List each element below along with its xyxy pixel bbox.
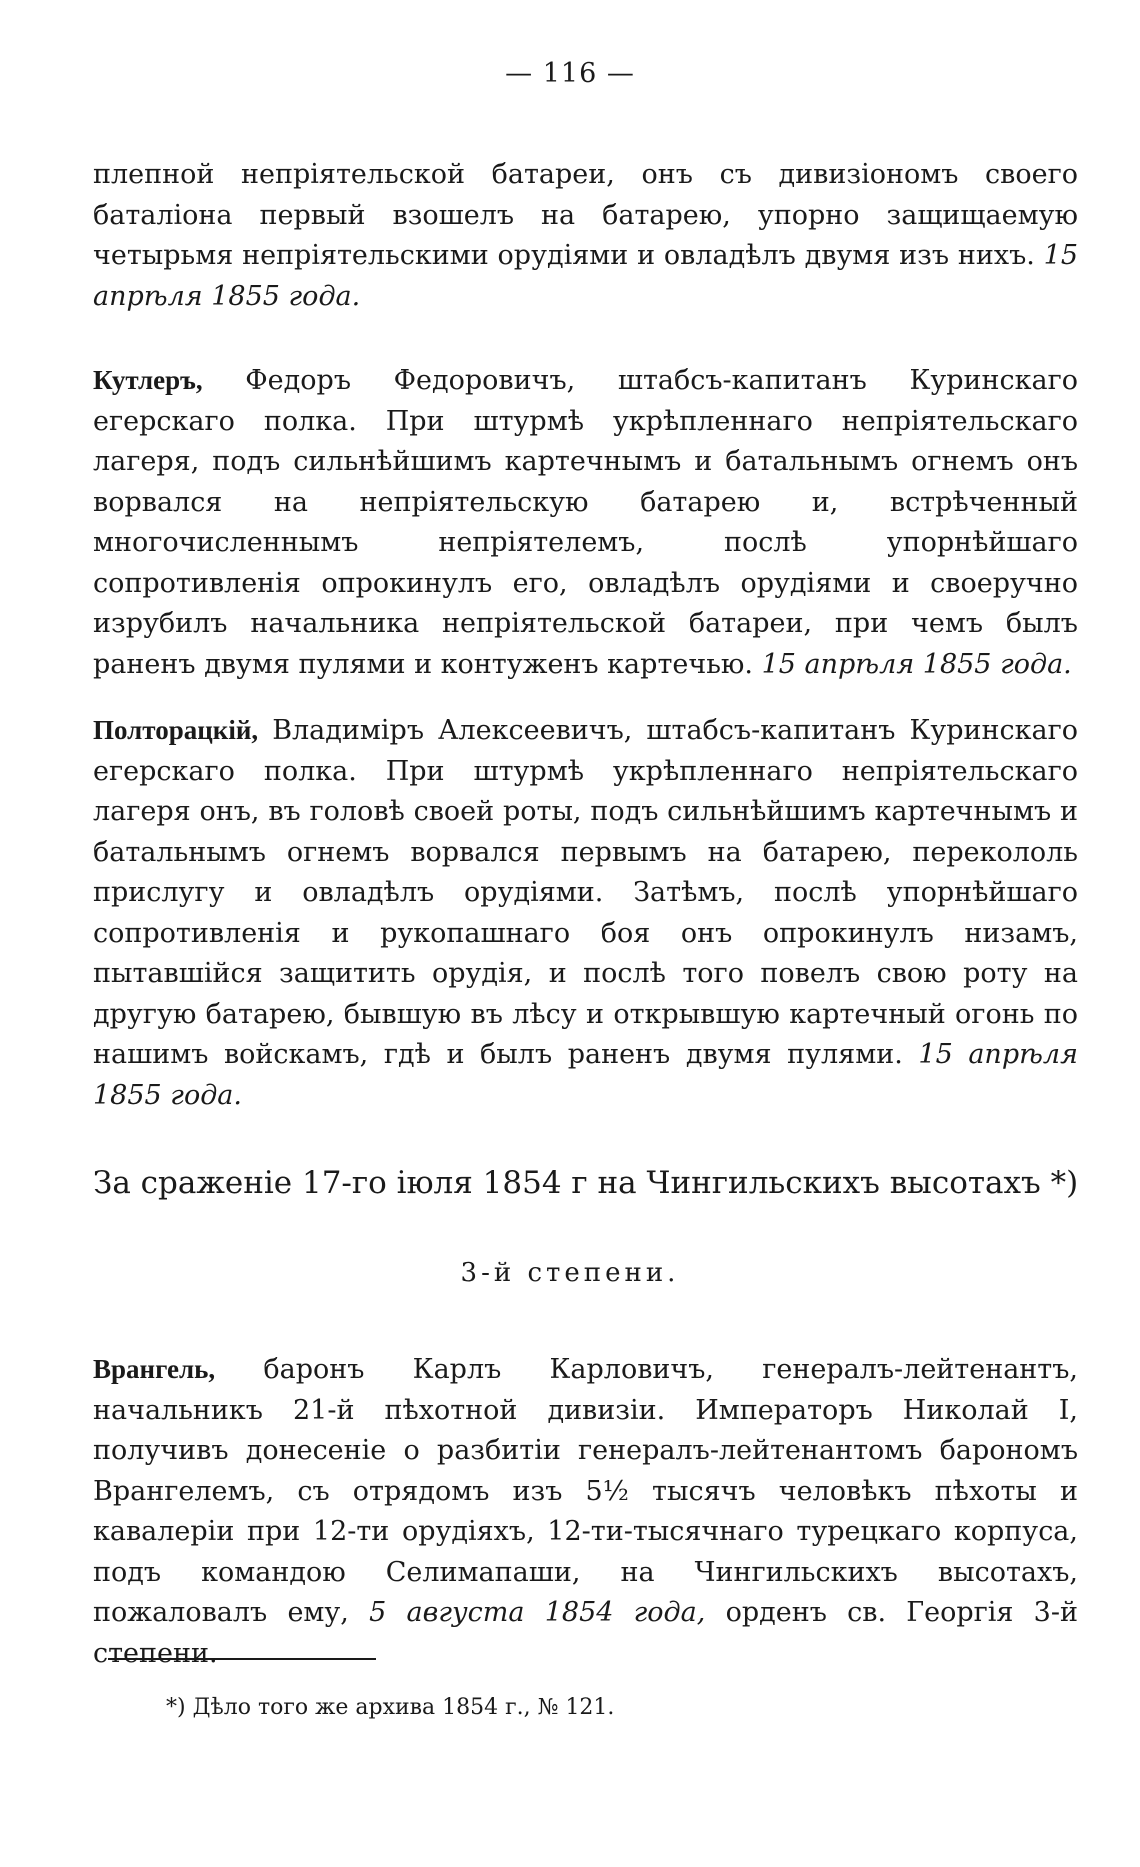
person-name: Врангель,: [93, 1354, 216, 1384]
award-date: 5 августа 1854 года,: [369, 1597, 706, 1628]
award-date: 15 апрѣля 1855 года.: [761, 648, 1072, 680]
paragraph-continuation: [93, 155, 1078, 317]
paragraph-text: плепной непріятельской батареи, онъ съ дивизіономъ своего баталіона первый взошелъ на батарею, упорно защищаемую четырьмя непріятельскими орудіями и овладѣлъ двумя изъ нихъ.: [93, 159, 1078, 271]
paragraph-tail: орденъ св. Георгія 3-й степени.: [93, 1597, 1078, 1669]
footnote: *) Дѣло того же архива 1854 г., № 121.: [166, 1695, 615, 1720]
award-date: 15 апрѣля 1855 года.: [93, 240, 1078, 312]
footnote-divider: [108, 1658, 376, 1660]
person-name: Полторацкій,: [93, 715, 259, 745]
degree-heading: 3-й степени.: [460, 1258, 680, 1288]
paragraph-wrangel: [93, 1349, 1078, 1674]
page-number: — 116 —: [505, 58, 635, 89]
paragraph-text: Владиміръ Алексеевичъ, штабсъ-капитанъ Куринскаго егерскаго полка. При штурмѣ укрѣпленнаго непріятельскаго лагеря онъ, въ головѣ своей роты, подъ сильнѣйшимъ картечнымъ и батальнымъ огнемъ ворвался первымъ на батарею, перекололь прислугу и овладѣлъ орудіями. Затѣмъ, послѣ упорнѣйшаго сопротивленія и рукопашнаго боя онъ опрокинулъ низамъ, пытавшійся защитить орудія, и послѣ того повелъ свою роту на другую батарею, бывшую въ лѣсу и открывшую картечный огонь по нашимъ войскамъ, гдѣ и былъ раненъ двумя пулями.: [93, 715, 1078, 1070]
paragraph-text: баронъ Карлъ Карловичъ, генералъ-лейтенантъ, начальникъ 21-й пѣхотной дивизіи. Императоръ Николай I, получивъ донесеніе о разбитіи генералъ-лейтенантомъ барономъ Врангелемъ, съ отрядомъ изъ 5½ тысячъ человѣкъ пѣхоты и кавалеріи при 12-ти орудіяхъ, 12-ти-тысячнаго турецкаго корпуса, подъ командою Селимапаши, на Чингильскихъ высотахъ, пожаловалъ ему,: [93, 1354, 1078, 1628]
person-name: Кутлеръ,: [93, 365, 203, 395]
section-heading: За сраженіе 17-го іюля 1854 г на Чингильскихъ высотахъ *): [93, 1165, 1079, 1201]
paragraph-poltoratsky: [93, 710, 1078, 1116]
paragraph-kutler: [93, 360, 1078, 685]
paragraph-text: Федоръ Федоровичъ, штабсъ-капитанъ Куринскаго егерскаго полка. При штурмѣ укрѣпленнаго непріятельскаго лагеря, подъ сильнѣйшимъ картечнымъ и батальнымъ огнемъ онъ ворвался на непріятельскую батарею и, встрѣченный многочисленнымъ непріятелемъ, послѣ упорнѣйшаго сопротивленія опрокинулъ его, овладѣлъ орудіями и своеручно изрубилъ начальника непріятельской батареи, при чемъ былъ раненъ двумя пулями и контуженъ картечью.: [93, 365, 1078, 680]
award-date: 15 апрѣля 1855 года.: [93, 1039, 1078, 1111]
